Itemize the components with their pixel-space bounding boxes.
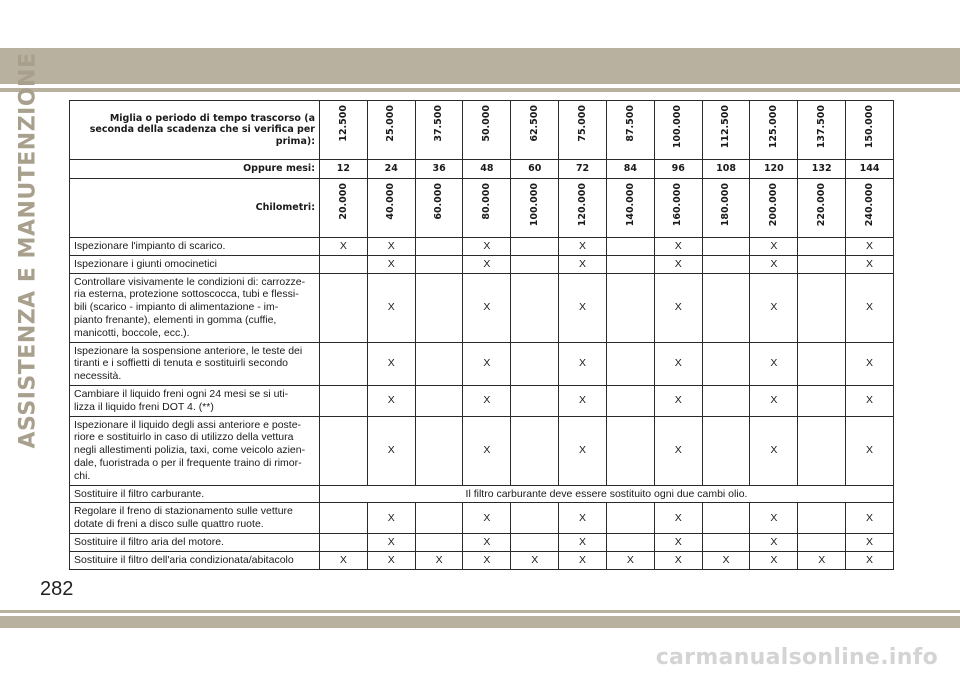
service-mark [415,533,463,551]
km-interval-text: 220.000 [815,183,827,227]
service-mark: X [846,533,894,551]
service-mark: X [654,551,702,569]
service-mark: X [750,385,798,416]
service-description: Ispezionare la sospensione anteriore, le teste dei tiranti e i soffietti di tenuta e sostituirli secondo necessità. [70,342,320,385]
service-mark: X [654,342,702,385]
service-mark [415,385,463,416]
km-interval [415,179,463,238]
header-band [0,48,960,84]
km-interval [367,179,415,238]
service-mark: X [463,503,511,534]
service-mark: X [654,273,702,342]
miles-interval-text: 112.500 [720,105,732,149]
service-mark [415,342,463,385]
months-interval: 96 [654,160,702,179]
service-mark: X [367,533,415,551]
service-mark [511,273,559,342]
service-mark: X [846,255,894,273]
miles-interval [320,101,368,160]
service-mark: X [846,503,894,534]
table-row [70,273,894,342]
service-mark [320,533,368,551]
service-mark [415,238,463,256]
miles-interval [798,101,846,160]
km-interval [654,179,702,238]
service-description: Sostituire il filtro aria del motore. [70,533,320,551]
service-mark [511,533,559,551]
service-mark [606,416,654,485]
service-description: Regolare il freno di stazionamento sulle vetture dotate di freni a disco sulle quattro ruote. [70,503,320,534]
service-mark: X [559,385,607,416]
service-mark: X [559,551,607,569]
service-mark: X [654,385,702,416]
service-mark [320,416,368,485]
service-mark: X [750,416,798,485]
km-interval-text: 120.000 [576,183,588,227]
service-mark [798,533,846,551]
miles-interval [415,101,463,160]
service-mark: X [320,551,368,569]
table-row [70,551,894,569]
table-row [70,342,894,385]
service-mark: X [559,273,607,342]
service-mark [798,255,846,273]
miles-interval-text: 75.000 [576,105,588,142]
service-mark: X [750,551,798,569]
service-mark: X [367,255,415,273]
table-row [70,255,894,273]
miles-interval [367,101,415,160]
km-interval [559,179,607,238]
service-mark: X [559,503,607,534]
miles-interval-text: 50.000 [481,105,493,142]
header-rule [0,88,960,92]
service-mark [702,238,750,256]
km-interval [846,179,894,238]
service-mark [606,503,654,534]
service-mark: X [846,273,894,342]
service-mark: X [750,533,798,551]
miles-interval [463,101,511,160]
service-mark: X [367,416,415,485]
miles-interval [702,101,750,160]
table-row [70,238,894,256]
miles-interval-text: 37.500 [433,105,445,142]
service-mark: X [463,273,511,342]
service-mark: X [463,238,511,256]
service-mark [511,255,559,273]
service-mark [606,533,654,551]
miles-interval [511,101,559,160]
km-interval-text: 60.000 [433,183,445,220]
km-interval-text: 40.000 [385,183,397,220]
footer-rule [0,610,960,613]
service-description: Sostituire il filtro dell'aria condizionata/abitacolo [70,551,320,569]
km-interval [463,179,511,238]
service-mark: X [606,551,654,569]
service-mark: X [846,342,894,385]
service-mark: X [367,503,415,534]
service-mark: X [463,533,511,551]
service-mark: X [367,551,415,569]
service-mark: X [367,342,415,385]
service-mark: X [750,273,798,342]
kilometers-row [70,179,894,238]
months-interval: 12 [320,160,368,179]
miles-interval [559,101,607,160]
service-description: Ispezionare l'impianto di scarico. [70,238,320,256]
service-mark: X [702,551,750,569]
km-interval-text: 160.000 [672,183,684,227]
km-interval [606,179,654,238]
service-mark [606,238,654,256]
miles-interval-text: 125.000 [768,105,780,149]
section-side-title [8,52,48,448]
months-interval: 132 [798,160,846,179]
service-mark [511,385,559,416]
service-mark [798,273,846,342]
miles-label: Miglia o periodo di tempo trascorso (a seconda della scadenza che si verifica per prima): [70,101,320,160]
maintenance-table-body [70,101,894,570]
service-mark [415,416,463,485]
service-mark: X [511,551,559,569]
service-mark [511,503,559,534]
service-mark: X [846,551,894,569]
km-interval-text: 200.000 [768,183,780,227]
table-row [70,416,894,485]
miles-interval [846,101,894,160]
service-mark: X [654,416,702,485]
service-mark: X [750,503,798,534]
service-mark: X [559,416,607,485]
service-mark [702,342,750,385]
service-mark [702,385,750,416]
km-interval [320,179,368,238]
service-mark: X [846,385,894,416]
months-interval: 36 [415,160,463,179]
service-mark: X [654,255,702,273]
service-mark: X [559,342,607,385]
service-mark [798,385,846,416]
miles-interval-text: 150.000 [863,105,875,149]
months-interval: 120 [750,160,798,179]
miles-interval-text: 62.500 [528,105,540,142]
table-row [70,485,894,503]
service-mark: X [367,238,415,256]
service-description: Cambiare il liquido freni ogni 24 mesi se si uti- lizza il liquido freni DOT 4. (**) [70,385,320,416]
miles-interval [606,101,654,160]
service-mark: X [463,551,511,569]
service-mark: X [415,551,463,569]
miles-interval [654,101,702,160]
service-mark: X [367,273,415,342]
service-mark: X [559,255,607,273]
page-number: 282 [40,578,74,600]
km-interval [798,179,846,238]
service-mark: X [846,416,894,485]
service-mark: X [798,551,846,569]
months-label: Oppure mesi: [70,160,320,179]
service-description: Controllare visivamente le condizioni di: carrozze- ria esterna, protezione sottoscocca, tubi e flessi- bili (scarico - impianto di alimentazione - im- pianto frenante), elementi in gomma (cuffie, manicotti, boccole, ecc.). [70,273,320,342]
service-mark: X [654,238,702,256]
months-interval: 108 [702,160,750,179]
service-mark [320,385,368,416]
miles-interval-text: 12.500 [337,105,349,142]
km-interval [702,179,750,238]
service-mark: X [463,385,511,416]
service-mark [702,255,750,273]
service-mark: X [750,238,798,256]
kilometers-label: Chilometri: [70,179,320,238]
service-mark [798,416,846,485]
service-mark [320,503,368,534]
service-description: Ispezionare il liquido degli assi anteriore e poste- riore e sostituirlo in caso di utilizzo della vettura negli allestimenti polizia, taxi, come veicolo azien- dale, fuoristrada o per il frequente traino di rimor- chi. [70,416,320,485]
service-mark [415,255,463,273]
service-mark: X [320,238,368,256]
service-mark [511,342,559,385]
table-row [70,503,894,534]
service-mark [702,273,750,342]
table-row [70,385,894,416]
service-mark [320,273,368,342]
service-mark: X [463,255,511,273]
miles-interval-text: 137.500 [815,105,827,149]
service-note: Il filtro carburante deve essere sostituito ogni due cambi olio. [320,485,894,503]
km-interval-text: 80.000 [481,183,493,220]
service-mark [702,416,750,485]
service-mark [798,342,846,385]
service-mark: X [750,255,798,273]
section-title-text: ASSISTENZA E MANUTENZIONE [15,52,41,448]
km-interval [750,179,798,238]
km-interval-text: 180.000 [720,183,732,227]
km-interval-text: 20.000 [337,183,349,220]
service-mark: X [367,385,415,416]
months-interval: 72 [559,160,607,179]
km-interval [511,179,559,238]
service-mark [798,238,846,256]
footer-band [0,616,960,628]
service-mark [511,238,559,256]
service-mark [606,273,654,342]
miles-row [70,101,894,160]
service-mark [320,255,368,273]
service-mark [320,342,368,385]
miles-interval-text: 100.000 [672,105,684,149]
service-mark: X [846,238,894,256]
months-interval: 144 [846,160,894,179]
service-mark [702,533,750,551]
km-interval-text: 140.000 [624,183,636,227]
service-description: Ispezionare i giunti omocinetici [70,255,320,273]
watermark: carmanualsonline.info [655,645,938,670]
service-mark: X [463,342,511,385]
service-mark [415,503,463,534]
service-mark [606,342,654,385]
service-mark: X [463,416,511,485]
service-mark: X [559,533,607,551]
service-mark: X [750,342,798,385]
table-row [70,533,894,551]
service-mark [702,503,750,534]
km-interval-text: 100.000 [528,183,540,227]
service-mark: X [654,533,702,551]
miles-interval-text: 87.500 [624,105,636,142]
months-interval: 60 [511,160,559,179]
months-interval: 24 [367,160,415,179]
months-interval: 84 [606,160,654,179]
service-mark: X [559,238,607,256]
miles-interval [750,101,798,160]
service-description: Sostituire il filtro carburante. [70,485,320,503]
service-mark [798,503,846,534]
km-interval-text: 240.000 [863,183,875,227]
service-mark [606,255,654,273]
months-interval: 48 [463,160,511,179]
service-mark [606,385,654,416]
maintenance-schedule-table [69,100,894,570]
months-row [70,160,894,179]
miles-interval-text: 25.000 [385,105,397,142]
service-mark [415,273,463,342]
service-mark: X [654,503,702,534]
service-mark [511,416,559,485]
